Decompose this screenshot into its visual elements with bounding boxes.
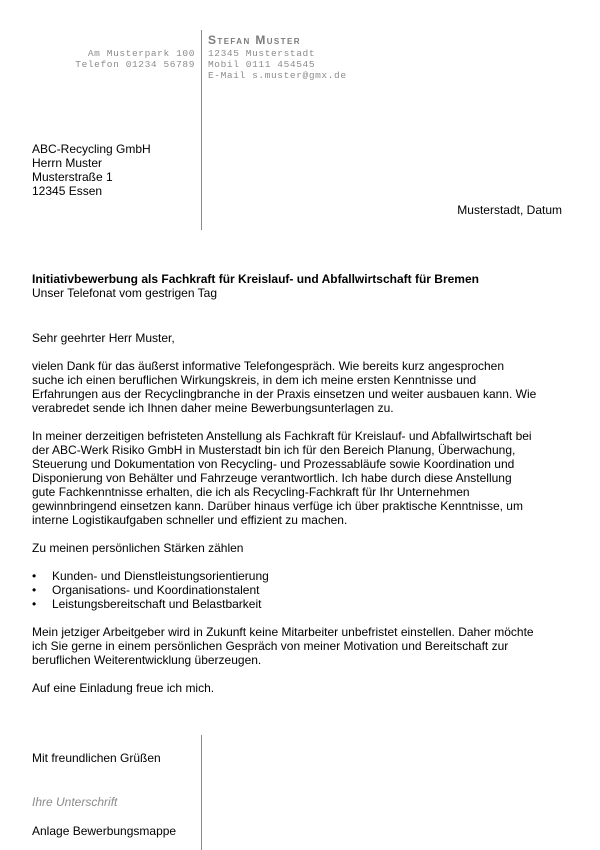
sender-mobile: Mobil 0111 454545 — [208, 59, 316, 70]
recipient-city: 12345 Essen — [32, 184, 103, 198]
paragraph-line: Steuerung und Dokumentation von Recycling- und Prozessabläufe sowie Koordination und — [32, 457, 515, 471]
subject-title: Initiativbewerbung als Fachkraft für Kreislauf- und Abfallwirtschaft für Bremen — [32, 272, 479, 286]
list-item: • Kunden- und Dienstleistungsorientierung — [32, 569, 269, 583]
attachment-note: Anlage Bewerbungsmappe — [32, 824, 177, 838]
recipient-street: Musterstraße 1 — [32, 170, 113, 184]
bullet-icon: • — [32, 583, 37, 597]
sender-name: Stefan Muster — [208, 33, 301, 47]
paragraph-line: der ABC-Werk Risiko GmbH in Musterstadt bin ich für den Bereich Planung, Überwachung, — [32, 443, 516, 457]
closing-greeting: Mit freundlichen Grüßen — [32, 751, 161, 765]
paragraph-line: interne Logistikaufgaben schneller und effizient zu machen. — [32, 513, 348, 527]
recipient-company: ABC-Recycling GmbH — [32, 142, 151, 156]
place-date: Musterstadt, Datum — [457, 203, 562, 217]
paragraph-line: vielen Dank für das äußerst informative Telefongespräch. Wie bereits kurz angesprochen — [32, 359, 505, 373]
strengths-list — [32, 569, 572, 611]
header-divider-line — [201, 30, 202, 230]
bullet-icon: • — [32, 597, 37, 611]
paragraph-line: Mein jetziger Arbeitgeber wird in Zukunft keine Mitarbeiter unbefristet einstellen. Daher möchte — [32, 625, 534, 639]
strengths-intro: Zu meinen persönlichen Stärken zählen — [32, 541, 244, 555]
paragraph-line: Disponierung von Behälter und Fahrzeuge verantwortlich. Ich habe durch diese Anstellung — [32, 471, 512, 485]
letter-body — [32, 331, 572, 695]
recipient-address — [32, 142, 151, 198]
paragraph-line: suche ich einen beruflichen Wirkungskreis, in dem ich meine ersten Kenntnisse und — [32, 373, 477, 387]
recipient-person: Herrn Muster — [32, 156, 103, 170]
paragraph-line: In meiner derzeitigen befristeten Anstellung als Fachkraft für Kreislauf- und Abfallwirtschaft bei — [32, 429, 532, 443]
list-item: • Leistungsbereitschaft und Belastbarkeit — [32, 597, 262, 611]
paragraph-line: gewinnbringend einsetzen kann. Darüber hinaus verfüge ich über praktische Kenntnisse, um — [32, 499, 523, 513]
footer-divider-line — [201, 735, 202, 850]
salutation: Sehr geehrter Herr Muster, — [32, 331, 175, 345]
sender-email: E-Mail s.muster@gmx.de — [208, 70, 347, 81]
paragraph-line: Erfahrungen aus der Recyclingbranche in der Praxis einsetzen und weiter ausbauen kann. Wie — [32, 387, 537, 401]
paragraph-line: gute Fachkenntnisse erhalten, die ich als Recycling-Fachkraft für Ihr Unternehmen — [32, 485, 470, 499]
list-item: • Organisations- und Koordinationstalent — [32, 583, 260, 597]
subject-reference: Unser Telefonat vom gestrigen Tag — [32, 286, 217, 300]
paragraph-line: ich Sie gerne in einem persönlichen Gespräch von meiner Motivation und Bereitschaft zur — [32, 639, 509, 653]
sender-street: Am Musterpark 100 — [87, 48, 195, 59]
paragraph-line: verabredet sende ich Ihnen daher meine Bewerbungsunterlagen zu. — [32, 401, 394, 415]
signature-placeholder: Ihre Unterschrift — [32, 795, 118, 809]
sender-address-right — [208, 48, 347, 81]
sender-phone: Telefon 01234 56789 — [75, 59, 195, 70]
paragraph-motivation — [32, 625, 572, 667]
paragraph-line: beruflichen Weiterentwicklung überzeugen. — [32, 653, 262, 667]
paragraph-experience — [32, 429, 572, 527]
paragraph-intro — [32, 359, 572, 415]
sender-city: 12345 Musterstadt — [208, 48, 316, 59]
bullet-icon: • — [32, 569, 37, 583]
sender-address-left — [40, 48, 195, 70]
subject-block — [32, 272, 479, 300]
invitation-sentence: Auf eine Einladung freue ich mich. — [32, 681, 215, 695]
